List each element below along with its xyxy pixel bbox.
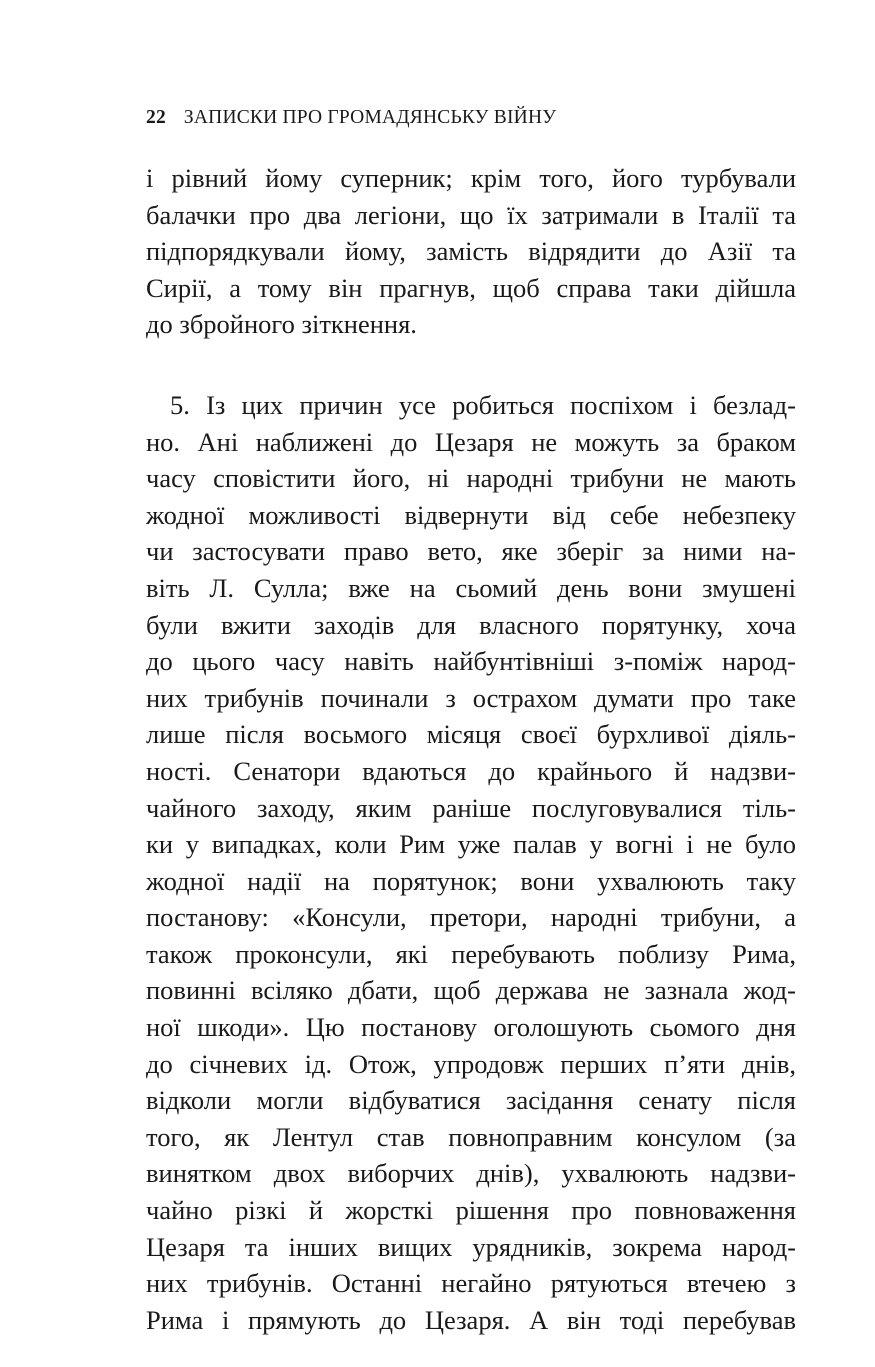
text-line: до цього часу навіть найбунтівніші з-поміж народ- bbox=[146, 646, 796, 677]
text-line: винятком двох виборчих днів), ухвалюють надзви- bbox=[146, 1158, 796, 1189]
text-line: постанову: «Консули, претори, народні трибуни, а bbox=[146, 902, 796, 933]
paragraph-gap bbox=[146, 343, 796, 387]
page-number: 22 bbox=[146, 107, 166, 128]
text-line: часу сповістити його, ні народні трибуни не мають bbox=[146, 463, 796, 494]
text-line: чайно різкі й жорсткі рішення про повноваження bbox=[146, 1195, 796, 1226]
text-line: віть Л. Сулла; вже на сьомий день вони змушені bbox=[146, 572, 796, 603]
text-line: чайного заходу, яким раніше послуговувалися тіль- bbox=[146, 792, 796, 823]
paragraph-2 bbox=[146, 387, 796, 1338]
text-line: повинні всіляко дбати, щоб держава не зазнала жод- bbox=[146, 975, 796, 1006]
text-line: до збройного зіткнення. bbox=[146, 309, 417, 340]
running-head bbox=[146, 106, 796, 130]
text-line: Рима і прямують до Цезаря. А він тоді перебував bbox=[146, 1304, 796, 1335]
text-line: 5. Із цих причин усе робиться поспіхом і безлад- bbox=[170, 389, 796, 420]
text-line: них трибунів. Останні негайно рятуються втечею з bbox=[146, 1268, 796, 1299]
text-line: Цезаря та інших вищих урядників, зокрема народ- bbox=[146, 1231, 796, 1262]
text-line: того, як Лентул став повноправним консулом (за bbox=[146, 1121, 796, 1152]
text-line: Сирії, а тому він прагнув, щоб справа таки дійшла bbox=[146, 272, 796, 303]
text-line: до січневих ід. Отож, упродовж перших п’яти днів, bbox=[146, 1048, 796, 1079]
text-line: також проконсули, які перебувають поблизу Рима, bbox=[146, 938, 796, 969]
text-line: них трибунів починали з острахом думати про таке bbox=[146, 682, 796, 713]
text-line: но. Ані наближені до Цезаря не можуть за браком bbox=[146, 426, 796, 457]
text-line: лише після восьмого місяця своєї бурхливої діяль- bbox=[146, 719, 796, 750]
text-line: чи застосувати право вето, яке зберіг за ними на- bbox=[146, 536, 796, 567]
text-line: відколи могли відбуватися засідання сенату після bbox=[146, 1085, 796, 1116]
text-line: ної шкоди». Цю постанову оголошують сьомого дня bbox=[146, 1012, 796, 1043]
text-line: жодної можливості відвернути від себе небезпеку bbox=[146, 499, 796, 530]
book-page bbox=[146, 0, 796, 1367]
body-text bbox=[146, 160, 796, 1338]
paragraph-1 bbox=[146, 160, 796, 343]
text-line: були вжити заходів для власного порятунку, хоча bbox=[146, 609, 796, 640]
text-line: жодної надії на порятунок; вони ухвалюють таку bbox=[146, 865, 796, 896]
text-line: підпорядкували йому, замість відрядити до Азії та bbox=[146, 236, 796, 267]
text-line: ки у випадках, коли Рим уже палав у вогні і не було bbox=[146, 829, 796, 860]
text-line: балачки про два легіони, що їх затримали в Італії та bbox=[146, 199, 796, 230]
text-line: ності. Сенатори вдаються до крайнього й надзви- bbox=[146, 755, 796, 786]
text-line: і рівний йому суперник; крім того, його турбували bbox=[146, 163, 796, 193]
book-title: ЗАПИСКИ ПРО ГРОМАДЯНСЬКУ ВІЙНУ bbox=[183, 107, 557, 128]
